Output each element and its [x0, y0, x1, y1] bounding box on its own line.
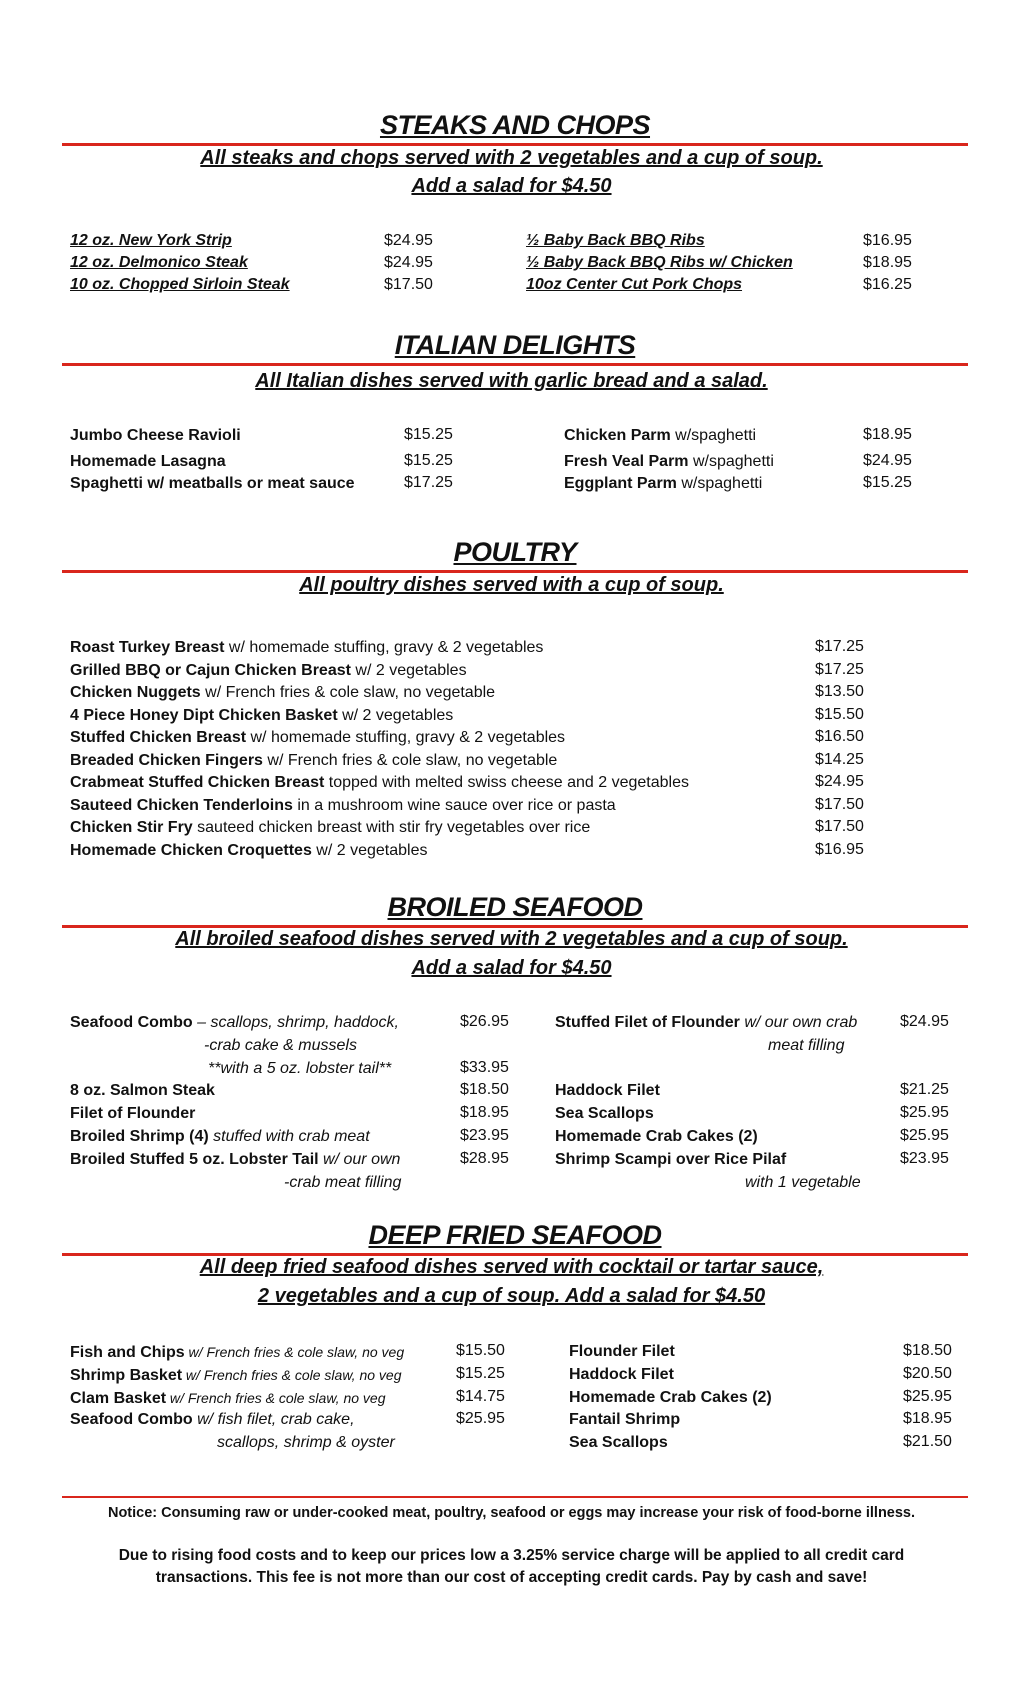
menu-item-desc: scallops, shrimp & oyster [217, 1434, 395, 1451]
menu-item [70, 1080, 215, 1102]
menu-item-price: $15.50 [456, 1342, 505, 1359]
menu-item [70, 795, 616, 817]
menu-item-name: Fresh Veal Parm [564, 453, 689, 470]
menu-item-name: Sea Scallops [555, 1105, 654, 1122]
menu-item-name: Homemade Crab Cakes (2) [569, 1389, 772, 1406]
menu-item-price: $24.95 [815, 773, 864, 790]
section-title: STEAKS AND CHOPS [376, 110, 654, 140]
menu-item-desc: w/spaghetti [670, 427, 757, 444]
menu-item-desc: w/ French fries & cole slaw, no veg [184, 1344, 405, 1360]
menu-item [70, 451, 226, 473]
menu-item-name: 8 oz. Salmon Steak [70, 1082, 215, 1099]
poultry-header [62, 537, 968, 573]
section-divider [62, 363, 968, 366]
menu-item-price: $18.95 [903, 1410, 952, 1427]
menu-item-name: 4 Piece Honey Dipt Chicken Basket [70, 707, 338, 724]
section-title: BROILED SEAFOOD [383, 892, 646, 922]
menu-item [70, 1012, 399, 1034]
menu-item-name: Haddock Filet [555, 1082, 660, 1099]
menu-item-price: $17.50 [384, 276, 433, 293]
menu-item-name: Broiled Shrimp (4) [70, 1128, 209, 1145]
menu-item-price: $20.50 [903, 1365, 952, 1382]
menu-item [70, 1364, 401, 1387]
menu-item-name: Chicken Stir Fry [70, 819, 193, 836]
broiled-header [62, 892, 968, 928]
menu-item-name: 12 oz. New York Strip [70, 232, 232, 249]
menu-item-name: Shrimp Scampi over Rice Pilaf [555, 1151, 787, 1168]
menu-item-price: $21.25 [900, 1081, 949, 1098]
menu-item [555, 1080, 660, 1102]
menu-item [70, 772, 689, 794]
menu-item-price: $28.95 [460, 1150, 509, 1167]
menu-item-desc: -crab meat filling [284, 1174, 402, 1191]
menu-item-price: $23.95 [900, 1150, 949, 1167]
menu-item-name: Eggplant Parm [564, 475, 677, 492]
menu-item-name: Clam Basket [70, 1390, 167, 1407]
italian-header [62, 330, 968, 366]
menu-item-price: $15.25 [404, 426, 453, 443]
menu-item-desc: w/ our own [318, 1151, 401, 1168]
menu-item-price: $18.50 [903, 1342, 952, 1359]
menu-item-price: $17.25 [815, 661, 864, 678]
fried-header [62, 1220, 968, 1256]
menu-item [70, 637, 543, 659]
menu-item-price: $17.25 [404, 474, 453, 491]
menu-item-desc: w/ 2 vegetables [350, 662, 467, 679]
health-notice: Notice: Consuming raw or under-cooked meat, poultry, seafood or eggs may increase your risk of food-borne illness. [107, 1505, 916, 1521]
menu-item-price: $17.50 [815, 818, 864, 835]
menu-item [70, 750, 557, 772]
menu-item-price: $24.95 [900, 1013, 949, 1030]
menu-item-desc: w/spaghetti [676, 475, 763, 492]
section-subtitle: All deep fried seafood dishes served with cocktail or tartar sauce, [199, 1256, 824, 1278]
menu-item-name: Filet of Flounder [70, 1105, 196, 1122]
menu-item [555, 1126, 758, 1148]
menu-item-desc: w/ our own crab [739, 1014, 858, 1031]
menu-item-name: Spaghetti w/ meatballs or meat sauce [70, 475, 355, 492]
menu-item-name: Homemade Crab Cakes (2) [555, 1128, 758, 1145]
menu-item-desc: w/ French fries & cole slaw, no vegetable [262, 752, 558, 769]
menu-item [569, 1364, 674, 1386]
menu-item-name: ½ Baby Back BBQ Ribs [526, 232, 705, 249]
menu-item-name: Stuffed Filet of Flounder [555, 1014, 740, 1031]
section-subtitle: All broiled seafood dishes served with 2 vegetables and a cup of soup. [175, 928, 848, 950]
menu-item-desc: – scallops, shrimp, haddock, [192, 1014, 399, 1031]
menu-item-desc: **with a 5 oz. lobster tail** [208, 1060, 392, 1077]
menu-item-name: 10 oz. Chopped Sirloin Steak [70, 276, 290, 293]
section-subtitle: 2 vegetables and a cup of soup. Add a salad for $4.50 [257, 1285, 766, 1307]
menu-item [70, 1103, 195, 1125]
menu-item [569, 1409, 680, 1431]
menu-item-price: $13.50 [815, 683, 864, 700]
menu-item-desc: w/ 2 vegetables [311, 842, 428, 859]
menu-item-name: Flounder Filet [569, 1343, 675, 1360]
menu-item-price: $26.95 [460, 1013, 509, 1030]
menu-item-price: $23.95 [460, 1127, 509, 1144]
section-subtitle: All steaks and chops served with 2 vegetables and a cup of soup. [200, 147, 823, 169]
menu-item-desc: meat filling [768, 1037, 845, 1054]
menu-item-name: Fish and Chips [70, 1344, 185, 1361]
menu-item [70, 425, 241, 447]
menu-item-name: Grilled BBQ or Cajun Chicken Breast [70, 662, 351, 679]
menu-item-price: $24.95 [384, 254, 433, 271]
menu-item-desc: -crab cake & mussels [204, 1037, 357, 1054]
menu-item-name: Crabmeat Stuffed Chicken Breast [70, 774, 325, 791]
menu-item-desc: w/ homemade stuffing, gravy & 2 vegetables [246, 729, 566, 746]
menu-item-price: $25.95 [900, 1127, 949, 1144]
menu-item-desc: w/ French fries & cole slaw, no veg [182, 1367, 402, 1383]
section-subtitle: All poultry dishes served with a cup of soup. [299, 574, 724, 596]
menu-item-name: Breaded Chicken Fingers [70, 752, 263, 769]
menu-item [70, 1341, 404, 1364]
menu-item-desc: stuffed with crab meat [208, 1128, 370, 1145]
menu-item-name: Seafood Combo [70, 1014, 193, 1031]
menu-item-name: Jumbo Cheese Ravioli [70, 427, 241, 444]
section-title: POULTRY [449, 537, 580, 567]
menu-item [564, 473, 762, 495]
menu-item [569, 1432, 668, 1454]
menu-item [70, 1149, 400, 1171]
menu-item-desc: sauteed chicken breast with stir fry vegetables over rice [192, 819, 591, 836]
menu-item [564, 451, 774, 473]
steaks-header [62, 110, 968, 146]
menu-item-price: $25.95 [456, 1410, 505, 1427]
footer-divider [62, 1496, 968, 1498]
menu-item-price: $15.25 [404, 452, 453, 469]
menu-item-name: Homemade Lasagna [70, 453, 226, 470]
menu-item-price: $18.95 [863, 254, 912, 271]
menu-item-price: $25.95 [903, 1388, 952, 1405]
fee-notice-line2: transactions. This fee is not more than our cost of accepting credit cards. Pay by cash and save! [155, 1569, 868, 1586]
menu-item [569, 1341, 675, 1363]
menu-item [70, 1126, 370, 1148]
menu-item-desc: w/ French fries & cole slaw, no vegetable [200, 684, 496, 701]
menu-item-desc: w/ 2 vegetables [337, 707, 454, 724]
section-divider [62, 143, 968, 146]
menu-item-price: $18.50 [460, 1081, 509, 1098]
menu-item-desc: w/ fish filet, crab cake, [192, 1411, 355, 1428]
menu-item-price: $25.95 [900, 1104, 949, 1121]
menu-item-desc: with 1 vegetable [745, 1174, 861, 1191]
menu-item-price: $21.50 [903, 1433, 952, 1450]
menu-item [564, 425, 756, 447]
menu-item-price: $15.25 [456, 1365, 505, 1382]
menu-item [70, 473, 355, 495]
menu-item-price: $15.50 [815, 706, 864, 723]
menu-item [555, 1103, 654, 1125]
menu-item-name: Sauteed Chicken Tenderloins [70, 797, 293, 814]
menu-item-desc: w/spaghetti [688, 453, 774, 470]
menu-item-price: $24.95 [384, 232, 433, 249]
menu-item-name: 12 oz. Delmonico Steak [70, 254, 248, 271]
menu-item-name: Sea Scallops [569, 1434, 668, 1451]
menu-item-price: $24.95 [863, 452, 912, 469]
menu-item-desc: w/ French fries & cole slaw, no veg [166, 1390, 386, 1406]
menu-item-desc: topped with melted swiss cheese and 2 vegetables [324, 774, 689, 791]
menu-item-name: Shrimp Basket [70, 1367, 183, 1384]
menu-item [70, 727, 565, 749]
menu-item [70, 682, 495, 704]
menu-item-name: Haddock Filet [569, 1366, 674, 1383]
menu-item-price: $17.50 [815, 796, 864, 813]
menu-item-name: Broiled Stuffed 5 oz. Lobster Tail [70, 1151, 319, 1168]
menu-item-name: 10oz Center Cut Pork Chops [526, 276, 743, 293]
section-title: ITALIAN DELIGHTS [391, 330, 639, 360]
menu-item-name: Chicken Parm [564, 427, 671, 444]
menu-item-price: $18.95 [460, 1104, 509, 1121]
section-divider [62, 570, 968, 573]
menu-item-desc: w/ homemade stuffing, gravy & 2 vegetables [224, 639, 544, 656]
menu-item-price: $33.95 [460, 1059, 509, 1076]
section-subtitle: Add a salad for $4.50 [411, 957, 612, 979]
menu-item [555, 1012, 857, 1034]
menu-item-price: $17.25 [815, 638, 864, 655]
menu-item [569, 1387, 772, 1409]
menu-item-price: $14.75 [456, 1388, 505, 1405]
menu-item-name: Fantail Shrimp [569, 1411, 681, 1428]
menu-item [555, 1149, 786, 1171]
menu-item-price: $18.95 [863, 426, 912, 443]
menu-item-price: $14.25 [815, 751, 864, 768]
menu-item [70, 1409, 355, 1431]
menu-item-price: $16.50 [815, 728, 864, 745]
menu-item-name: Stuffed Chicken Breast [70, 729, 247, 746]
section-subtitle: Add a salad for $4.50 [411, 175, 612, 197]
menu-item-name: Roast Turkey Breast [70, 639, 225, 656]
menu-item [70, 817, 590, 839]
section-subtitle: All Italian dishes served with garlic bread and a salad. [255, 370, 768, 392]
menu-item [70, 660, 467, 682]
menu-item-price: $16.95 [815, 841, 864, 858]
menu-item-price: $16.95 [863, 232, 912, 249]
menu-item-price: $16.25 [863, 276, 912, 293]
menu-item-name: Homemade Chicken Croquettes [70, 842, 312, 859]
menu-item-price: $15.25 [863, 474, 912, 491]
section-title: DEEP FRIED SEAFOOD [364, 1220, 665, 1250]
menu-item [70, 840, 427, 862]
menu-item [70, 705, 453, 727]
menu-item-name: Chicken Nuggets [70, 684, 201, 701]
menu-item-name: ½ Baby Back BBQ Ribs w/ Chicken [526, 254, 793, 271]
fee-notice-line1: Due to rising food costs and to keep our prices low a 3.25% service charge will be applied to all credit card [118, 1547, 905, 1564]
menu-item-name: Seafood Combo [70, 1411, 193, 1428]
menu-item [70, 1387, 385, 1410]
menu-item-desc: in a mushroom wine sauce over rice or pasta [292, 797, 616, 814]
